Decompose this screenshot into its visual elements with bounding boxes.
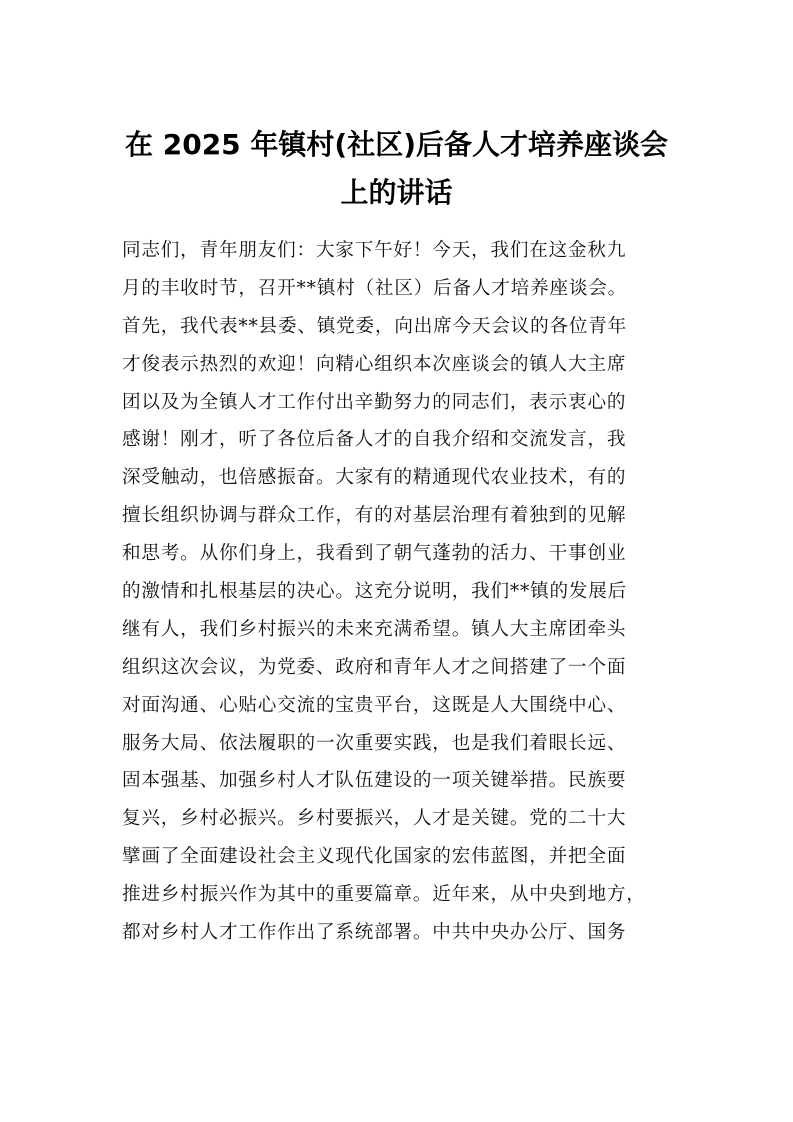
body-line: 组织这次会议，为党委、政府和青年人才之间搭建了一个面 xyxy=(122,656,627,678)
body-line: 擅长组织协调与群众工作，有的对基层治理有着独到的见解 xyxy=(122,505,627,527)
body-line: 感谢！刚才，听了各位后备人才的自我介绍和交流发言，我 xyxy=(122,429,627,451)
body-line: 团以及为全镇人才工作付出辛勤努力的同志们，表示衷心的 xyxy=(122,391,627,413)
body-line: 和思考。从你们身上，我看到了朝气蓬勃的活力、干事创业 xyxy=(122,543,627,565)
title-line: 上的讲话 xyxy=(340,176,453,209)
body-line: 继有人，我们乡村振兴的未来充满希望。镇人大主席团牵头 xyxy=(122,618,627,640)
body-line: 擘画了全面建设社会主义现代化国家的宏伟蓝图，并把全面 xyxy=(122,846,627,868)
body-line: 复兴，乡村必振兴。乡村要振兴，人才是关键。党的二十大 xyxy=(122,808,627,830)
body-line: 对面沟通、心贴心交流的宝贵平台，这既是人大围绕中心、 xyxy=(122,694,627,716)
body-line: 固本强基、加强乡村人才队伍建设的一项关键举措。民族要 xyxy=(122,770,627,792)
body-line: 月的丰收时节，召开**镇村（社区）后备人才培养座谈会。 xyxy=(122,277,628,299)
body-line: 首先，我代表**县委、镇党委，向出席今天会议的各位青年 xyxy=(122,315,628,337)
body-line: 深受触动，也倍感振奋。大家有的精通现代农业技术，有的 xyxy=(122,467,627,489)
body-line: 推进乡村振兴作为其中的重要篇章。近年来，从中央到地方， xyxy=(122,884,646,906)
body-line: 都对乡村人才工作作出了系统部署。中共中央办公厅、国务 xyxy=(122,922,627,944)
body-line: 同志们，青年朋友们：大家下午好！今天，我们在这金秋九 xyxy=(122,240,627,261)
title-line: 在 2025 年镇村(社区)后备人才培养座谈会 xyxy=(124,128,669,161)
body-line: 才俊表示热烈的欢迎！向精心组织本次座谈会的镇人大主席 xyxy=(122,353,627,375)
body-paragraph xyxy=(122,232,674,952)
document-title xyxy=(100,121,693,217)
body-line: 的激情和扎根基层的决心。这充分说明，我们**镇的发展后 xyxy=(122,581,628,603)
body-line: 服务大局、依法履职的一次重要实践，也是我们着眼长远、 xyxy=(122,732,627,754)
